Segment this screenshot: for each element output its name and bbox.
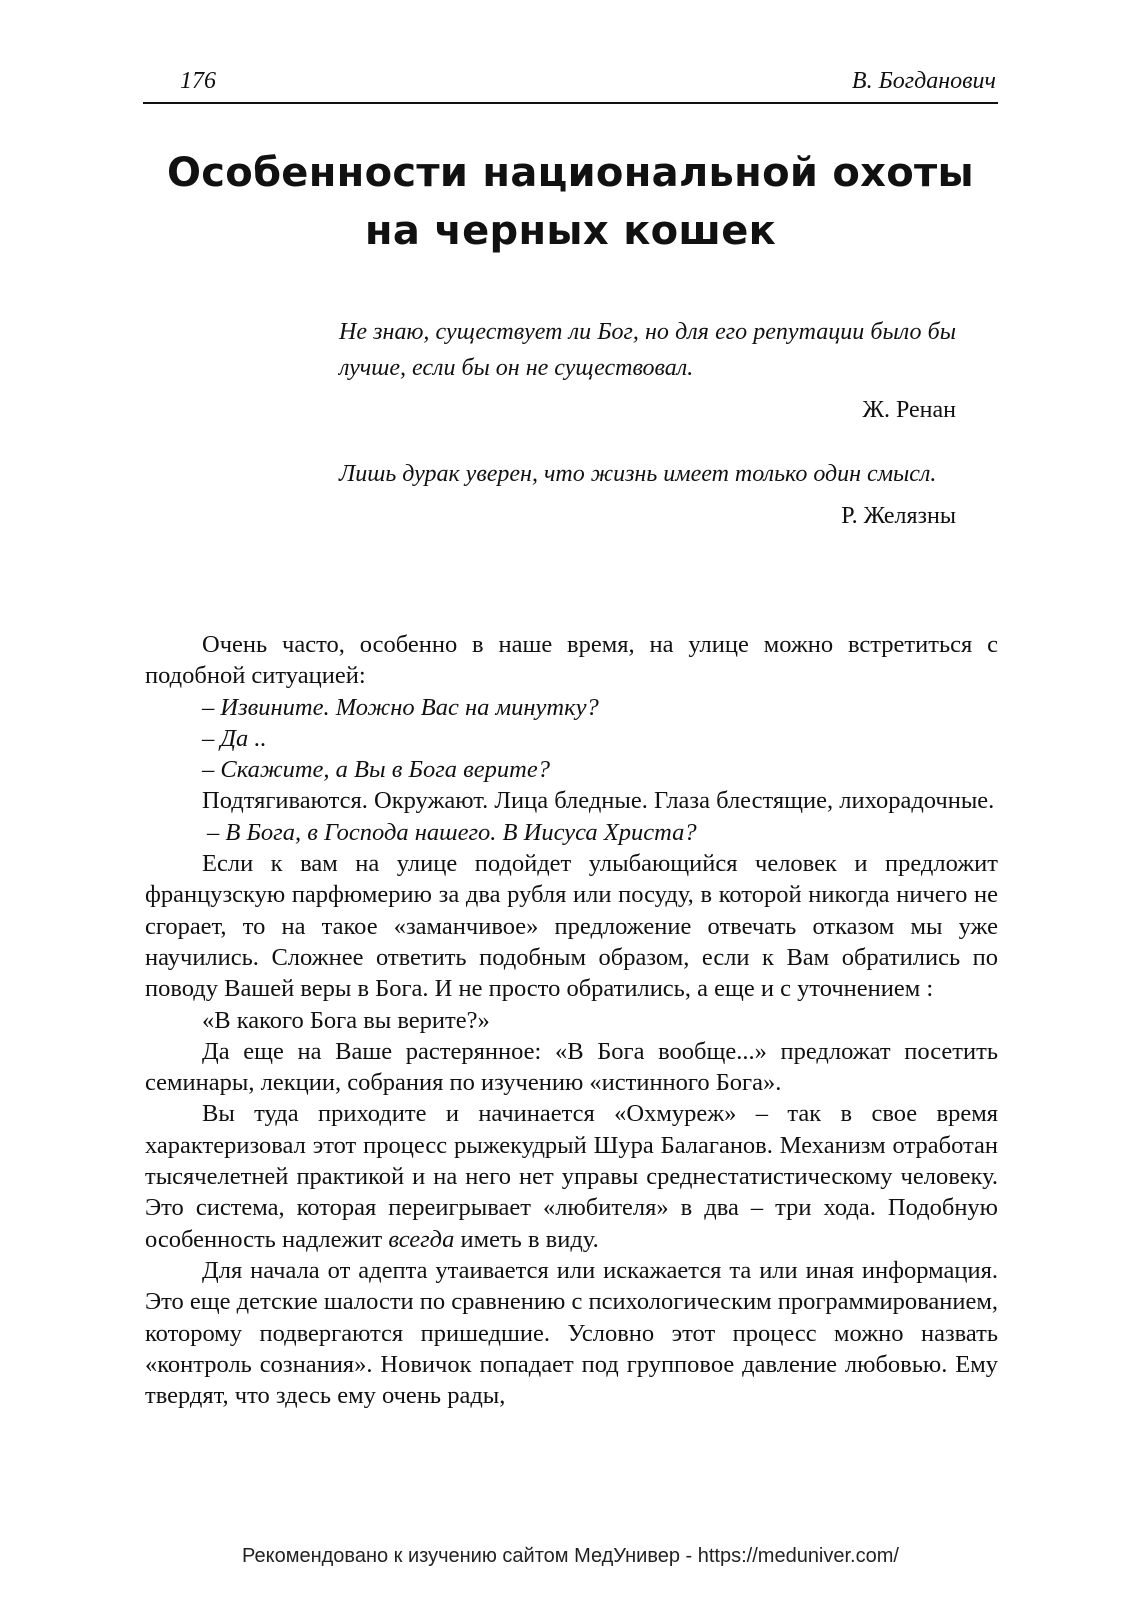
chapter-title-line-2: на черных кошек <box>364 208 777 254</box>
dialog-line: – Скажите, а Вы в Бога верите? <box>202 756 550 784</box>
chapter-title <box>143 144 998 260</box>
paragraph-text: иметь в виду. <box>460 1225 599 1253</box>
emphasis: всегда <box>388 1225 455 1253</box>
epigraph <box>339 314 956 428</box>
paragraph: Очень часто, особенно в наше время, на улице можно встретиться с подобной ситуацией: <box>145 631 998 690</box>
dialog-line: – В Бога, в Господа нашего. В Иисуса Христа? <box>207 818 697 846</box>
paragraph: «В какого Бога вы верите?» <box>202 1006 490 1034</box>
footer-watermark: Рекомендовано к изучению сайтом МедУнивер - https://meduniver.com/ <box>242 1545 899 1567</box>
epigraph-author: Ж. Ренан <box>862 397 956 423</box>
paragraph: Подтягиваются. Окружают. Лица бледные. Глаза блестящие, лихорадочные. <box>202 787 995 815</box>
dialog-line: – Извините. Можно Вас на минутку? <box>202 693 599 721</box>
paragraph: Если к вам на улице подойдет улыбающийся человек и предложит французскую парфюмерию за два рубля или посуду, в которой никогда ничего не сгорает, то на такое «заманчивое» предложение отвечать отказом мы уже научились. Сложнее ответить подобным образом, если к Вам обратились по поводу Вашей веры в Бога. И не просто обратились, а еще и с уточнением : <box>145 850 998 1003</box>
epigraph-quote: Лишь дурак уверен, что жизнь имеет только один смысл. <box>339 461 937 487</box>
dialog-line: – Да .. <box>202 724 267 752</box>
paragraph-text: Вы туда приходите и начинается «Охмуреж» – так в свое время характеризовал этот процесс рыжекудрый Шура Балаганов. Механизм отработан тысячелетней практикой и на него нет управы среднестатистическому человеку. Это система, которая переигрывает «любителя» в два – три хода. Подобную особенность надлежит <box>145 1100 998 1253</box>
body-text <box>145 629 998 1411</box>
page-number: 176 <box>180 68 216 94</box>
epigraph-author: Р. Желязны <box>841 503 956 529</box>
paragraph <box>145 1098 998 1254</box>
paragraph: Да еще на Ваше растерянное: «В Бога вообще...» предложат посетить семинары, лекции, собрания по изучению «истинного Бога». <box>145 1037 998 1097</box>
epigraph-quote: Не знаю, существует ли Бог, но для его репутации было бы лучше, если бы он не существовал. <box>339 319 956 381</box>
epigraph <box>339 456 956 534</box>
page-header <box>143 66 998 104</box>
chapter-title-line-1: Особенности национальной охоты <box>166 150 975 196</box>
paragraph: Для начала от адепта утаивается или искажается та или иная информация. Это еще детские шалости по сравнению с психологическим программированием, которому подвергаются пришедшие. Условно этот процесс можно назвать «контроль сознания». Новичок попадает под групповое давление любовью. Ему твердят, что здесь ему очень рады, <box>145 1256 999 1410</box>
running-head-author: В. Богданович <box>851 68 996 94</box>
